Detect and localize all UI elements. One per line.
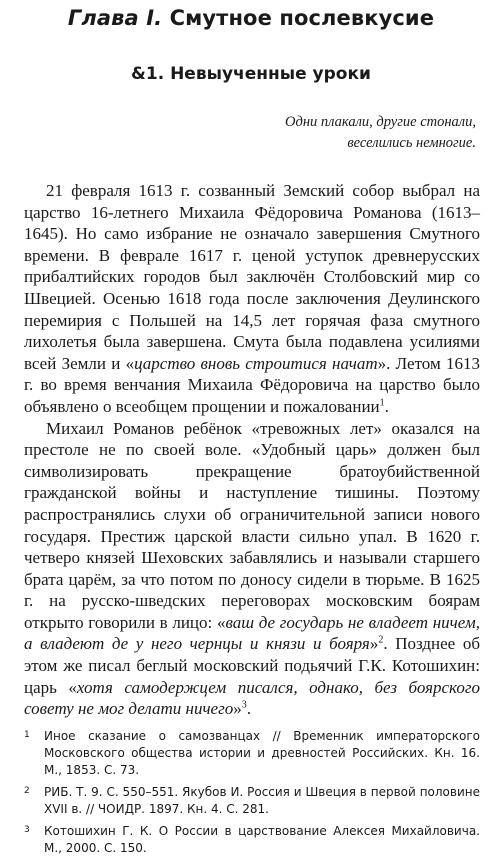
section-heading: &1. Невыученные уроки <box>131 64 371 84</box>
chapter-label: Глава I. <box>67 6 163 30</box>
paragraph-1-text-2: ». Летом 1613 г. во время венчания Михаила Фёдоровича на царство было объявлено о всеобщем прощении и пожаловании <box>24 353 480 416</box>
paragraph-1-text: 21 февраля 1613 г. созванный Земский собор выбрал на царство 16-летнего Михаила Фёдоровича Романова (1613–1645). Но само избрание не означало завершения Смутного времени. В феврале 1617 г. ценой уступок древнерусских прибалтийских городов был заключён Столбовский мир со Швецией. Осенью 1618 года после заключения Деулинского перемирия с Польшей на 14,5 лет горячая фаза смутного лихолетья была завершена. Смута была подавлена усилиями всей Земли и « <box>24 181 480 373</box>
epigraph-line-1: Одни плакали, другие стонали, <box>285 114 476 130</box>
epigraph-line-2: веселились немногие. <box>347 135 476 151</box>
paragraph-2-end: . <box>246 699 251 719</box>
chapter-heading <box>0 6 502 30</box>
chapter-title: Смутное послевкусие <box>169 6 435 30</box>
footnotes <box>24 728 480 862</box>
body-text <box>24 180 480 720</box>
footnote-3 <box>24 823 480 857</box>
footnote-2 <box>24 784 480 818</box>
paragraph-1 <box>24 180 480 418</box>
paragraph-2-text-3: . Позднее об этом же писал беглый московский подьячий Г.К. Котошихин: царь « <box>24 634 480 697</box>
footnote-number: 2 <box>24 786 30 796</box>
footnote-number: 3 <box>24 825 30 835</box>
paragraph-2 <box>24 418 480 720</box>
paragraph-1-quote: царство вновь строитися начат <box>134 353 378 373</box>
paragraph-2-text-4: » <box>233 699 242 719</box>
epigraph <box>176 112 476 154</box>
footnote-number: 1 <box>24 730 30 740</box>
paragraph-2-text-2: » <box>369 634 379 654</box>
paragraph-1-end: . <box>384 396 389 416</box>
footnote-ref-2[interactable]: 2 <box>378 634 384 646</box>
paragraph-2-text: Михаил Романов ребёнок «тревожных лет» оказался на престоле не по своей воле. «Удобный царь» должен был символизировать прекращение братоубийственной гражданской войны и наступление тишины. Поэтому распространялись слухи об ограничительной записи нового государя. Престиж царской власти сильно упал. В 1620 г. четверо князей Шеховских забавлялись и называли старшего брата царём, за что потом по доносу сидели в тюрьме. В 1625 г. на русско-шведских переговорах московским боярам открыто говорили в лицо: « <box>24 418 480 632</box>
footnote-ref-1[interactable]: 1 <box>379 397 385 409</box>
footnote-ref-3[interactable]: 3 <box>241 699 247 711</box>
footnote-text: Иное сказание о самозванцах // Временник императорского Московского общества истории и древностей Российских. Кн. 16. М., 1853. С. 73. <box>44 729 480 777</box>
paragraph-2-quote-1: ваш де государь не владеет ничем, а владеют де у него чернцы и князи и бояря <box>24 612 480 654</box>
footnote-1 <box>24 728 480 779</box>
footnote-text: Котошихин Г. К. О России в царствование Алексея Михайловича. М., 2000. С. 150. <box>44 824 480 855</box>
footnote-text: РИБ. Т. 9. С. 550–551. Якубов И. Россия и Швеция в первой половине XVII в. // ЧОИДР. 1897. Кн. 4. С. 281. <box>44 785 480 816</box>
paragraph-2-quote-2: хотя самодержцем писался, однако, без боярского совету не мог делати ничего <box>24 677 480 719</box>
